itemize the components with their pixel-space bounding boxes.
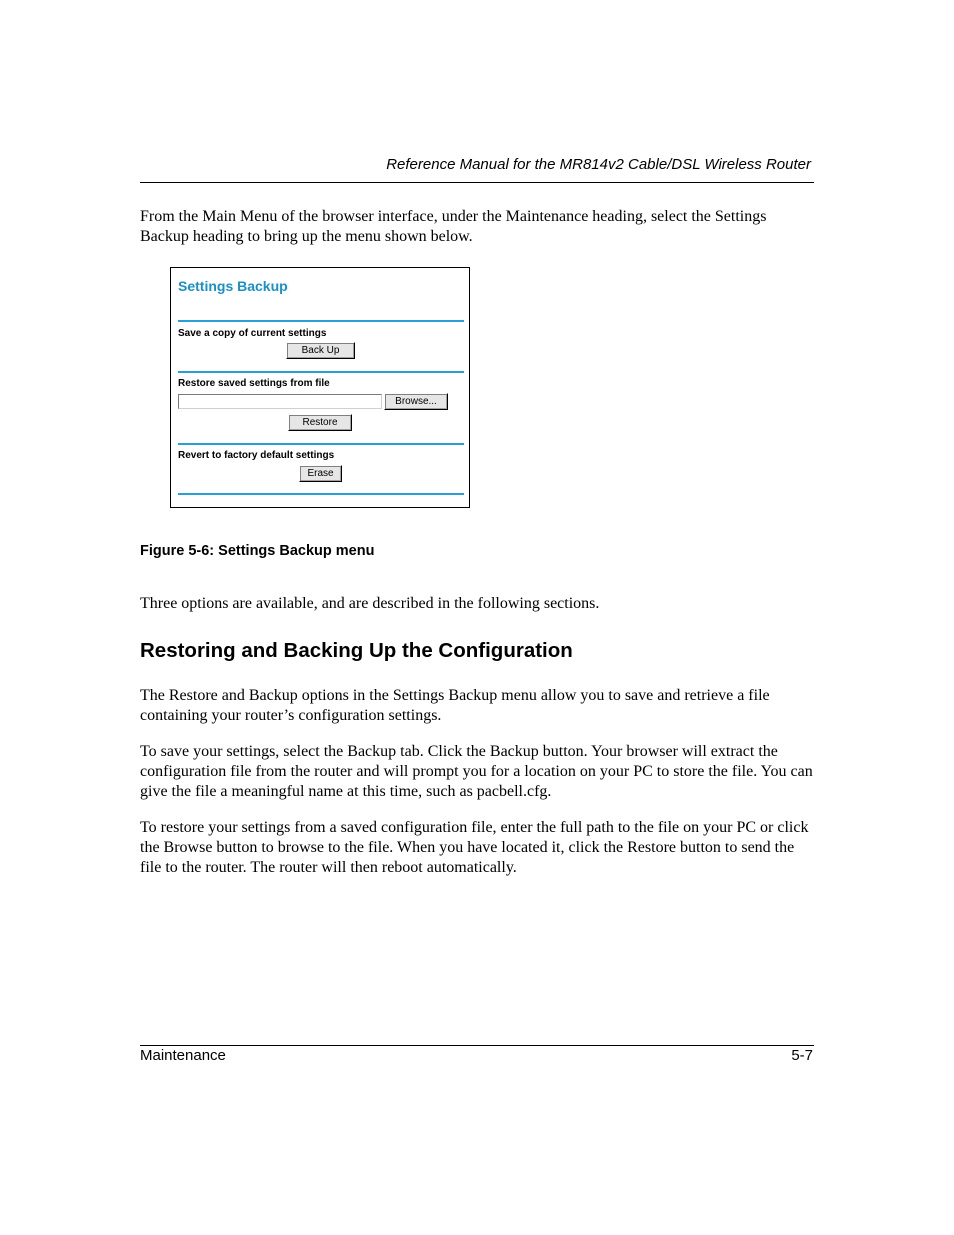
figure-divider — [178, 443, 464, 445]
revert-defaults-label: Revert to factory default settings — [178, 450, 335, 461]
options-paragraph: Three options are available, and are described in the following sections. — [140, 595, 600, 612]
body-paragraph-2: To save your settings, select the Backup tab. Click the Backup button. Your browser will extract the configuration file from the router and will prompt you for a location on your PC to store the file. You can give the file a meaningful name at this time, such as pacbell.cfg. — [140, 743, 813, 800]
body-paragraph-3: To restore your settings from a saved configuration file, enter the full path to the file on your PC or click the Browse button to browse to the file. When you have located it, click the Restore button to send the file to the router. The router will then reboot automatically. — [140, 819, 809, 876]
settings-backup-figure — [170, 267, 470, 508]
footer-section-name: Maintenance — [140, 1047, 226, 1064]
restore-settings-label: Restore saved settings from file — [178, 378, 330, 389]
running-header: Reference Manual for the MR814v2 Cable/DSL Wireless Router — [386, 156, 811, 173]
figure-divider — [178, 371, 464, 373]
browse-button[interactable]: Browse... — [384, 393, 448, 410]
figure-caption: Figure 5-6: Settings Backup menu — [140, 543, 375, 559]
save-settings-label: Save a copy of current settings — [178, 328, 327, 339]
page-number: 5-7 — [791, 1047, 813, 1064]
section-heading: Restoring and Backing Up the Configuration — [140, 639, 573, 662]
figure-title: Settings Backup — [178, 278, 288, 294]
figure-divider — [178, 320, 464, 322]
back-up-button[interactable]: Back Up — [286, 342, 355, 359]
restore-button[interactable]: Restore — [288, 414, 352, 431]
erase-button[interactable]: Erase — [299, 465, 342, 482]
intro-paragraph: From the Main Menu of the browser interface, under the Maintenance heading, select the Settings Backup heading to bring up the menu shown below. — [140, 208, 767, 245]
file-path-input[interactable] — [178, 394, 382, 409]
body-paragraph-1: The Restore and Backup options in the Settings Backup menu allow you to save and retrieve a file containing your router’s configuration settings. — [140, 687, 770, 724]
footer-rule — [140, 1045, 814, 1046]
figure-divider — [178, 493, 464, 495]
header-rule — [140, 182, 814, 183]
